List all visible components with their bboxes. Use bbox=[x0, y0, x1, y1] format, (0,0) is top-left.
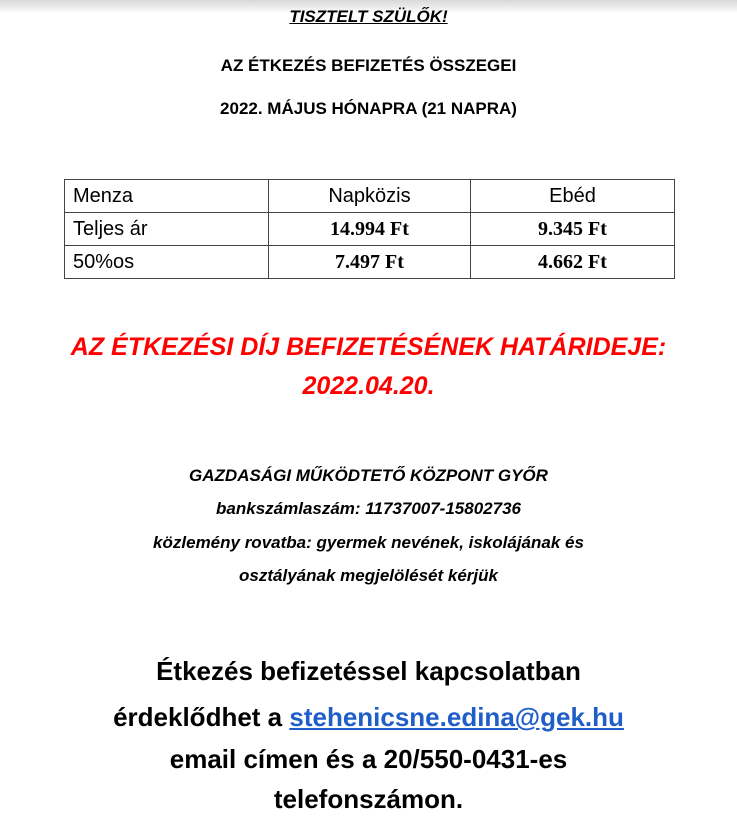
deadline-title: AZ ÉTKEZÉSI DÍJ BEFIZETÉSÉNEK HATÁRIDEJE: bbox=[70, 333, 667, 361]
table-row bbox=[65, 213, 675, 246]
price-table bbox=[64, 179, 675, 279]
column-header-napkozis: Napközis bbox=[269, 180, 471, 213]
column-header-menza: Menza bbox=[65, 180, 269, 213]
contact-line-2-prefix: érdeklődhet a bbox=[113, 702, 290, 732]
column-header-ebed: Ebéd bbox=[471, 180, 675, 213]
organization-name: GAZDASÁGI MŰKÖDTETŐ KÖZPONT GYŐR bbox=[189, 466, 548, 485]
table-header-row bbox=[65, 180, 675, 213]
salutation-heading: TISZTELT SZÜLŐK! bbox=[289, 7, 448, 26]
row-label-full-price: Teljes ár bbox=[65, 213, 269, 246]
contact-line-2 bbox=[0, 702, 737, 733]
full-price-ebed: 9.345 Ft bbox=[471, 213, 675, 246]
bank-account-number: bankszámlaszám: 11737007-15802736 bbox=[216, 499, 521, 518]
half-price-napkozis: 7.497 Ft bbox=[269, 246, 471, 279]
row-label-half-price: 50%os bbox=[65, 246, 269, 279]
contact-line-1: Étkezés befizetéssel kapcsolatban bbox=[156, 656, 581, 686]
half-price-ebed: 4.662 Ft bbox=[471, 246, 675, 279]
full-price-napkozis: 14.994 Ft bbox=[269, 213, 471, 246]
payment-note-line-2: osztályának megjelölését kérjük bbox=[239, 566, 498, 585]
payment-note-line-1: közlemény rovatba: gyermek nevének, iskolájának és bbox=[153, 533, 584, 552]
title-line-1: AZ ÉTKEZÉS BEFIZETÉS ÖSSZEGEI bbox=[220, 56, 517, 75]
table-row bbox=[65, 246, 675, 279]
email-link[interactable]: stehenicsne.edina@gek.hu bbox=[289, 702, 624, 732]
deadline-date: 2022.04.20. bbox=[302, 372, 435, 400]
title-line-2: 2022. MÁJUS HÓNAPRA (21 NAPRA) bbox=[220, 99, 517, 118]
contact-line-3: email címen és a 20/550-0431-es bbox=[169, 744, 568, 774]
contact-line-4: telefonszámon. bbox=[273, 784, 464, 814]
